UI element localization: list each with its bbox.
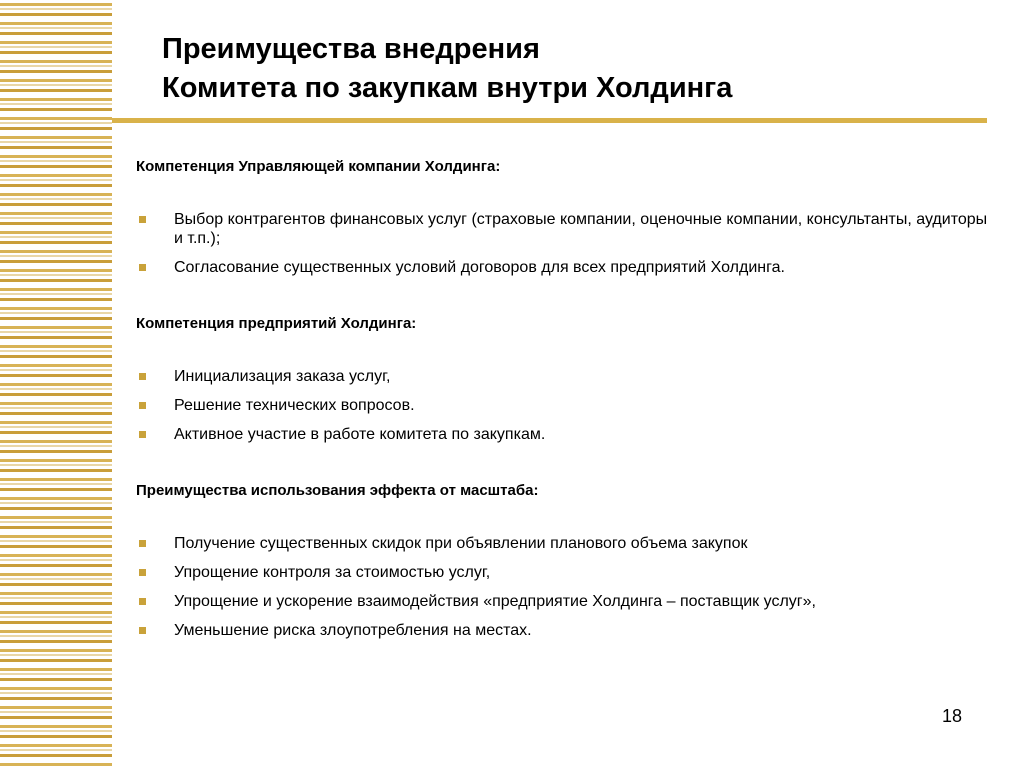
square-bullet-icon bbox=[139, 264, 146, 271]
section-heading: Компетенция Управляющей компании Холдинга: bbox=[136, 158, 501, 175]
bullet-list bbox=[136, 367, 996, 444]
decorative-stripes bbox=[0, 0, 112, 768]
list-item bbox=[136, 258, 996, 277]
square-bullet-icon bbox=[139, 540, 146, 547]
list-item bbox=[136, 563, 996, 582]
list-item-text: Решение технических вопросов. bbox=[174, 397, 415, 414]
list-item bbox=[136, 534, 996, 553]
list-item bbox=[136, 592, 996, 611]
section-heading: Преимущества использования эффекта от масштаба: bbox=[136, 482, 539, 499]
square-bullet-icon bbox=[139, 569, 146, 576]
list-item-text: Упрощение и ускорение взаимодействия «предприятие Холдинга – поставщик услуг», bbox=[174, 593, 816, 610]
list-item-text: Согласование существенных условий договоров для всех предприятий Холдинга. bbox=[174, 259, 785, 276]
list-item-text: Упрощение контроля за стоимостью услуг, bbox=[174, 564, 491, 581]
square-bullet-icon bbox=[139, 627, 146, 634]
list-item-text: Инициализация заказа услуг, bbox=[174, 368, 391, 385]
square-bullet-icon bbox=[139, 598, 146, 605]
list-item-text: Выбор контрагентов финансовых услуг (страховые компании, оценочные компании, консультанты, аудиторы и т.п.); bbox=[174, 211, 988, 247]
square-bullet-icon bbox=[139, 373, 146, 380]
section-heading: Компетенция предприятий Холдинга: bbox=[136, 315, 417, 332]
list-item-text: Получение существенных скидок при объявлении планового объема закупок bbox=[174, 535, 748, 552]
section-holding-enterprises bbox=[136, 313, 996, 444]
list-item bbox=[136, 621, 996, 640]
page-number: 18 bbox=[942, 706, 963, 726]
square-bullet-icon bbox=[139, 431, 146, 438]
list-item-text: Активное участие в работе комитета по закупкам. bbox=[174, 426, 546, 443]
list-item-text: Уменьшение риска злоупотребления на местах. bbox=[174, 622, 532, 639]
bullet-list bbox=[136, 534, 996, 640]
square-bullet-icon bbox=[139, 402, 146, 409]
list-item bbox=[136, 425, 996, 444]
list-item bbox=[136, 396, 996, 415]
section-management-company bbox=[136, 156, 996, 277]
list-item bbox=[136, 367, 996, 386]
slide-title-line-2: Комитета по закупкам внутри Холдинга bbox=[162, 72, 733, 104]
slide-title bbox=[162, 30, 732, 108]
title-divider bbox=[112, 118, 987, 123]
slide-title-line-1: Преимущества внедрения bbox=[162, 33, 540, 65]
square-bullet-icon bbox=[139, 216, 146, 223]
list-item bbox=[136, 210, 996, 248]
section-scale-benefits bbox=[136, 480, 996, 640]
bullet-list bbox=[136, 210, 996, 277]
slide-content bbox=[136, 156, 996, 650]
